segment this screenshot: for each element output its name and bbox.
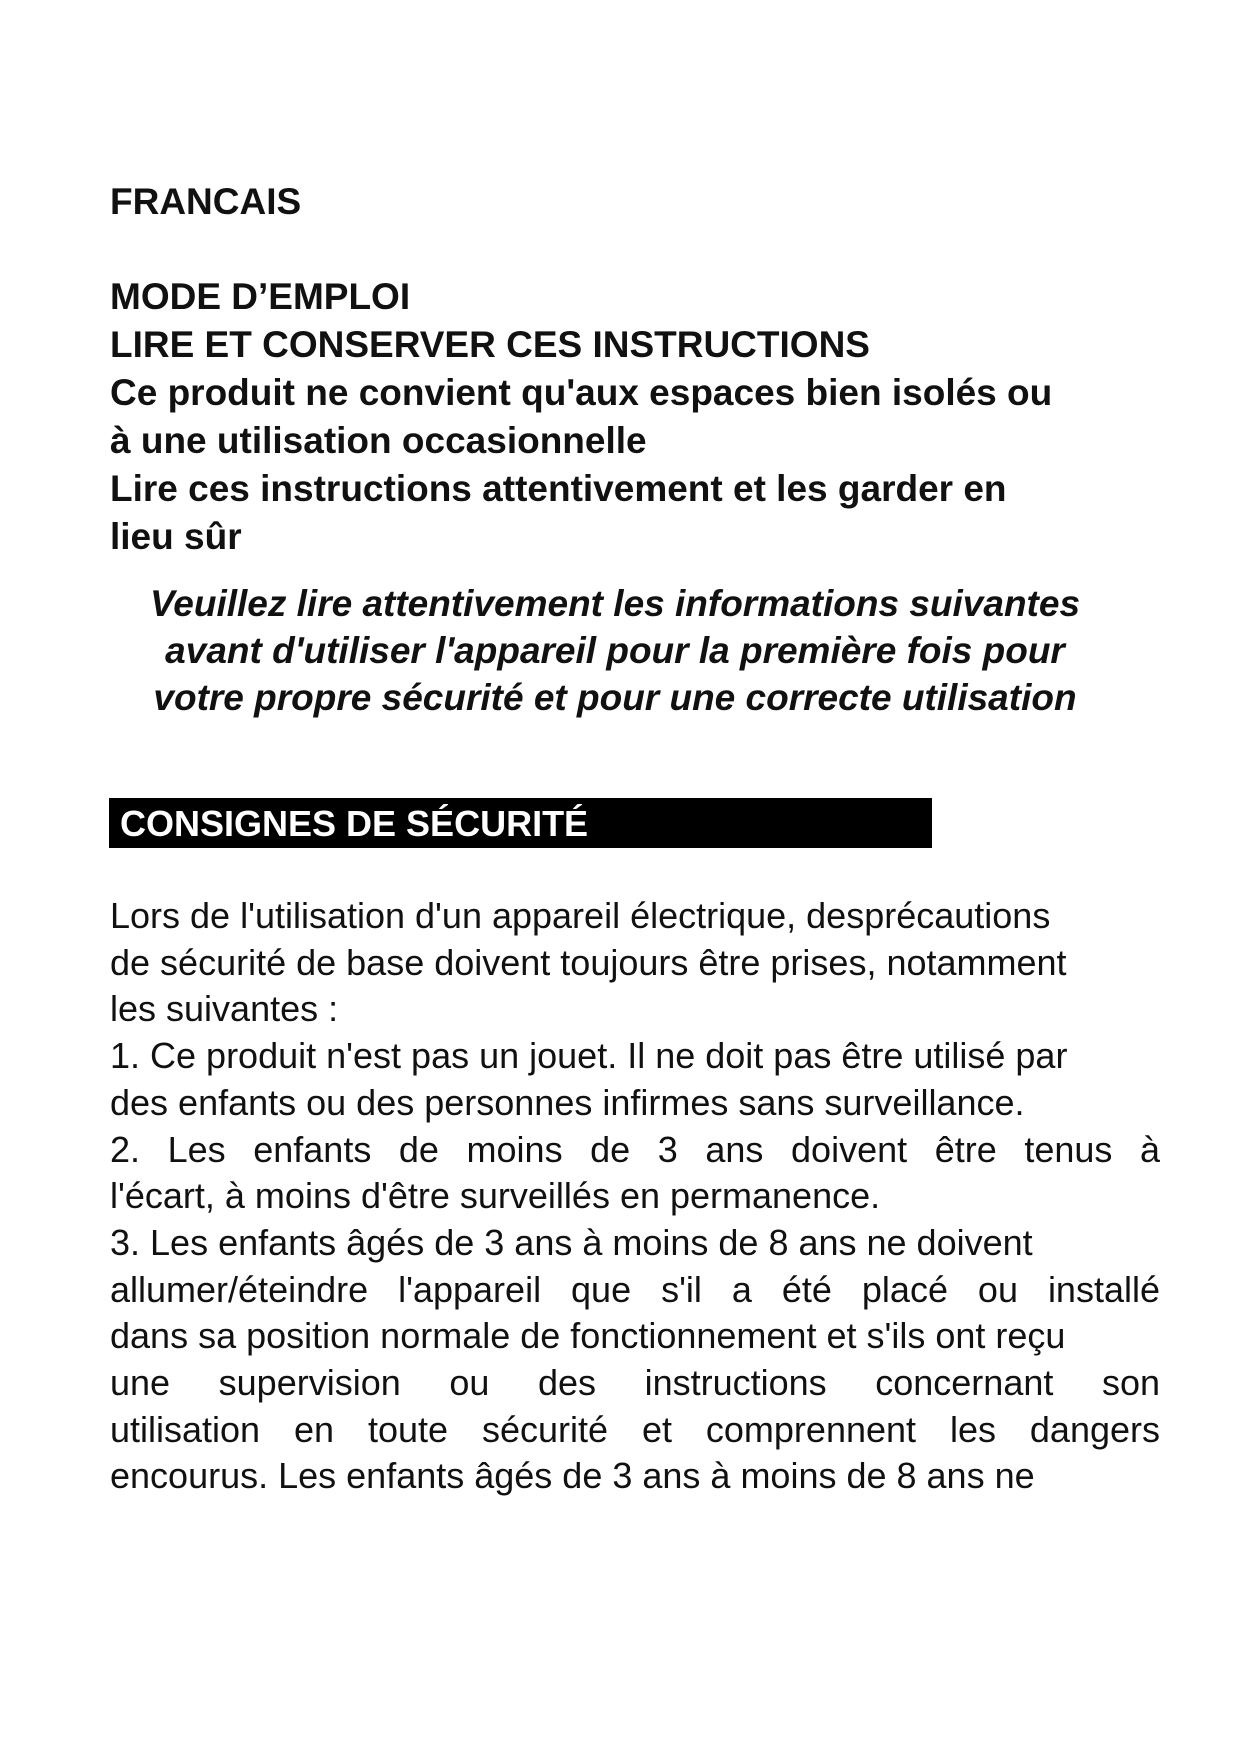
body-line: 2. Les enfants de moins de 3 ans doivent être tenus à <box>110 1128 1160 1170</box>
section-title: CONSIGNES DE SÉCURITÉ <box>120 803 589 844</box>
header-line: MODE D’EMPLOI <box>110 276 411 317</box>
safety-notice <box>110 580 1120 721</box>
body-line: utilisation en toute sécurité et comprennent les dangers <box>110 1408 1160 1450</box>
notice-line: votre propre sécurité et pour une correcte utilisation <box>153 677 1077 718</box>
body-line: 3. Les enfants âgés de 3 ans à moins de 8 ans ne doivent <box>110 1221 1033 1263</box>
body-line: 1. Ce produit n'est pas un jouet. Il ne doit pas être utilisé par <box>110 1035 1068 1077</box>
body-line: de sécurité de base doivent toujours être prises, notamment <box>110 941 1067 983</box>
body-line: les suivantes : <box>110 988 339 1030</box>
body-line: dans sa position normale de fonctionnement et s'ils ont reçu <box>110 1315 1066 1357</box>
notice-line: avant d'utiliser l'appareil pour la première fois pour <box>165 630 1065 671</box>
language-heading: FRANCAIS <box>110 181 302 222</box>
section-banner <box>109 798 932 848</box>
header-line: lieu sûr <box>110 516 242 557</box>
header-line: LIRE ET CONSERVER CES INSTRUCTIONS <box>110 324 870 365</box>
body-line: une supervision ou des instructions concernant son <box>110 1362 1160 1404</box>
header-line: Ce produit ne convient qu'aux espaces bien isolés ou <box>110 372 1053 413</box>
body-line: l'écart, à moins d'être surveillés en permanence. <box>110 1175 881 1217</box>
body-line: des enfants ou des personnes infirmes sans surveillance. <box>110 1081 1025 1123</box>
body-line: encourus. Les enfants âgés de 3 ans à moins de 8 ans ne <box>110 1455 1035 1497</box>
header-line: Lire ces instructions attentivement et les garder en <box>110 468 1007 509</box>
body-line: allumer/éteindre l'appareil que s'il a été placé ou installé <box>110 1268 1160 1310</box>
body-line: Lors de l'utilisation d'un appareil électrique, desprécautions <box>110 895 1051 936</box>
manual-header <box>110 273 1130 561</box>
safety-instructions <box>110 893 1160 1500</box>
header-line: à une utilisation occasionnelle <box>110 420 647 461</box>
notice-line: Veuillez lire attentivement les informations suivantes <box>149 583 1081 624</box>
